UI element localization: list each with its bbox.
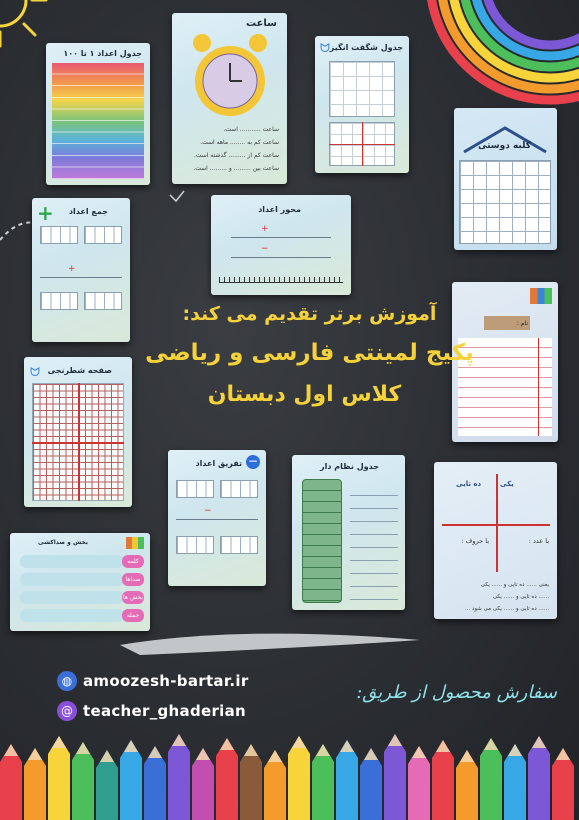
clock-line-3: ساعت کم از ......... گذشته است. xyxy=(194,152,279,159)
instagram-text: teacher_ghaderian xyxy=(83,702,246,720)
place-value-lines xyxy=(350,483,398,601)
syllables-tag-1: کلمه xyxy=(122,555,144,568)
clock-card xyxy=(172,13,287,184)
number-line-equation-2: − xyxy=(231,250,331,258)
shapes-top-grid xyxy=(329,61,395,117)
tens-ones-divider-h xyxy=(442,524,550,526)
chess-page-title: صفحه شطرنجی xyxy=(47,366,112,375)
tens-ones-numbers-label: با عدد : xyxy=(528,537,549,545)
number-line-card xyxy=(211,195,351,295)
number-table-card xyxy=(46,43,150,185)
minus-icon: − xyxy=(247,454,259,468)
number-line-equation-1: + xyxy=(231,230,331,238)
clock-title: ساعت xyxy=(245,18,277,29)
addition-equation: + xyxy=(40,268,122,278)
friend-house-title: کلبه دوستی xyxy=(477,141,531,151)
tens-ones-card xyxy=(434,462,557,619)
addition-title: جمع اعداد xyxy=(68,207,108,216)
headline-line-2: پکیج لمینتی فارسی و ریاضی xyxy=(145,340,474,366)
subtraction-grid-bottom-right xyxy=(220,536,258,554)
shapes-table-card xyxy=(315,36,409,173)
place-value-card xyxy=(292,455,405,610)
globe-icon: ◍ xyxy=(57,671,77,691)
friend-house-grid xyxy=(459,160,551,244)
tens-ones-line-3: ...... ده تایی و ...... یکی می شود ... xyxy=(464,606,549,612)
place-value-column xyxy=(302,479,342,603)
clock-line-1: ساعت ........... است. xyxy=(223,126,279,133)
tens-ones-line-1: یعنی ...... ده تایی و ...... یکی xyxy=(480,582,549,588)
tens-ones-letters-label: با حروف : xyxy=(461,537,489,545)
clock-line-4: ساعت بین ......... و ......... است. xyxy=(193,165,279,172)
tens-ones-tens-label: ده تایی xyxy=(456,480,482,488)
tens-ones-line-2: ...... ده تایی و ...... یکی xyxy=(492,594,549,600)
number-line-axis xyxy=(219,277,343,283)
shapes-axis-h xyxy=(329,144,395,145)
subtraction-title: تفریق اعداد xyxy=(195,459,242,468)
number-table-title: جدول اعداد ۱ تا ۱۰۰ xyxy=(63,49,142,58)
place-value-title: جدول نظام دار xyxy=(320,462,379,471)
subtraction-grid-top-right xyxy=(220,480,258,498)
friend-house-card xyxy=(454,108,557,250)
tens-ones-ones-label: یکی xyxy=(500,480,514,488)
butterfly-icon: ᗢ xyxy=(320,41,330,55)
pencils-row xyxy=(0,722,579,820)
chess-page-card xyxy=(24,357,132,507)
addition-grid-top-left xyxy=(40,226,78,244)
clock-line-2: ساعت کم به ........ ماهه است. xyxy=(200,139,279,146)
order-text: سفارش محصول از طریق: xyxy=(356,682,557,703)
syllables-row-1 xyxy=(20,555,124,568)
syllables-row-4 xyxy=(20,609,124,622)
subtraction-card xyxy=(168,450,266,586)
plus-icon: + xyxy=(37,201,54,225)
website-text: amoozesh-bartar.ir xyxy=(83,672,249,690)
headline-line-1: آموزش برتر تقدیم می کند: xyxy=(182,303,437,325)
syllables-books-icon xyxy=(126,537,144,549)
tens-ones-divider-v xyxy=(496,474,498,572)
shapes-table-title: جدول شگفت انگیز xyxy=(329,43,403,52)
subtraction-grid-bottom-left xyxy=(176,536,214,554)
at-icon: @ xyxy=(57,701,77,721)
chess-axis-h xyxy=(32,442,124,444)
syllables-row-2 xyxy=(20,573,124,586)
number-line-title: محور اعداد xyxy=(258,205,301,214)
instagram-link[interactable] xyxy=(57,701,246,721)
syllables-row-3 xyxy=(20,591,124,604)
books-icon xyxy=(530,288,552,304)
website-link[interactable] xyxy=(57,671,249,691)
syllables-card xyxy=(10,533,150,631)
syllables-tag-4: جمله xyxy=(122,609,144,622)
alarm-clock-icon xyxy=(188,31,272,119)
subtraction-equation: − xyxy=(176,512,258,520)
colored-pencils-illustration xyxy=(0,722,579,820)
syllables-title: بخش و صداکشی xyxy=(38,539,88,546)
headline-line-3: کلاس اول دبستان xyxy=(207,382,402,407)
syllables-tag-3: بخش ها xyxy=(122,591,144,604)
syllables-tag-2: صداها xyxy=(122,573,144,586)
name-label: نام : xyxy=(516,320,528,327)
butterfly-icon-2: ᗢ xyxy=(30,365,40,379)
subtraction-grid-top-left xyxy=(176,480,214,498)
addition-grid-top-right xyxy=(84,226,122,244)
number-table-grid xyxy=(52,63,144,179)
